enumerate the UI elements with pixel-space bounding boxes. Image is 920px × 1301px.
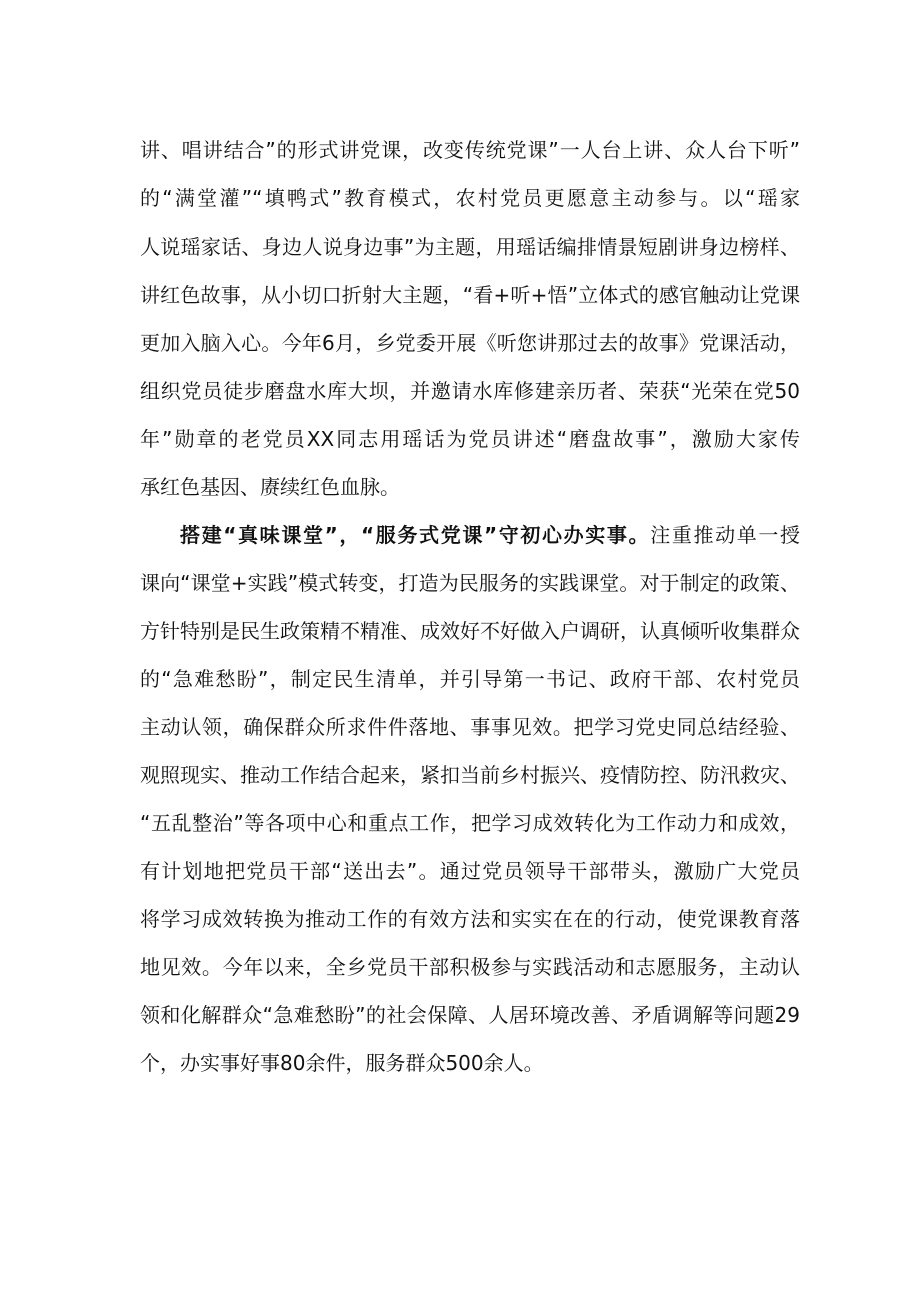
paragraph-2-line-12: 个，办实事好事80余件，服务群众500余人。 (140, 1051, 544, 1075)
paragraph-2-line-5: 主动认领，确保群众所求件件落地、事事见效。把学习党史同总结经验、 (140, 715, 800, 739)
paragraph-1-line-7: 年”勋章的老党员XX同志用瑶话为党员讲述“磨盘故事”，激励大家传 (140, 427, 800, 451)
paragraph-2-line-7: “五乱整治”等各项中心和重点工作，把学习成效转化为工作动力和成效， (140, 811, 800, 835)
paragraph-1-line-5: 更加入脑入心。今年6月，乡党委开展《听您讲那过去的故事》党课活动， (140, 331, 800, 355)
paragraph-2-first-line-rest: 注重推动单一授 (650, 523, 801, 547)
paragraph-1-line-4: 讲红色故事，从小切口折射大主题，“看+听+悟”立体式的感官触动让党课 (140, 283, 800, 307)
paragraph-2-first-line (180, 523, 800, 547)
paragraph-1-line-3: 人说瑶家话、身边人说身边事”为主题，用瑶话编排情景短剧讲身边榜样、 (140, 235, 800, 259)
paragraph-2-line-3: 方针特别是民生政策精不精准、成效好不好做入户调研，认真倾听收集群众 (140, 619, 800, 643)
paragraph-1-line-1: 讲、唱讲结合”的形式讲党课，改变传统党课”一人台上讲、众人台下听” (140, 138, 800, 162)
paragraph-1-line-6: 组织党员徒步磨盘水库大坝，并邀请水库修建亲历者、荣获“光荣在党50 (140, 379, 800, 403)
paragraph-1-line-2: 的“满堂灌”“填鸭式”教育模式，农村党员更愿意主动参与。以“瑶家 (140, 186, 800, 210)
paragraph-2-line-4: 的“急难愁盼”，制定民生清单，并引导第一书记、政府干部、农村党员 (140, 667, 800, 691)
paragraph-2-line-2: 课向“课堂+实践”模式转变，打造为民服务的实践课堂。对于制定的政策、 (140, 571, 800, 595)
paragraph-2-heading: 搭建“真味课堂”，“服务式党课”守初心办实事。 (180, 523, 651, 547)
paragraph-2-line-6: 观照现实、推动工作结合起来，紧扣当前乡村振兴、疫情防控、防汛救灾、 (140, 763, 800, 787)
paragraph-2-line-11: 领和化解群众“急难愁盼”的社会保障、人居环境改善、矛盾调解等问题29 (140, 1003, 800, 1027)
paragraph-1-line-8: 承红色基因、赓续红色血脉。 (140, 475, 400, 499)
paragraph-2-line-10: 地见效。今年以来，全乡党员干部积极参与实践活动和志愿服务，主动认 (140, 955, 800, 979)
paragraph-2-line-9: 将学习成效转换为推动工作的有效方法和实实在在的行动，使党课教育落 (140, 907, 800, 931)
paragraph-2-line-8: 有计划地把党员干部“送出去”。通过党员领导干部带头，激励广大党员 (140, 859, 800, 883)
